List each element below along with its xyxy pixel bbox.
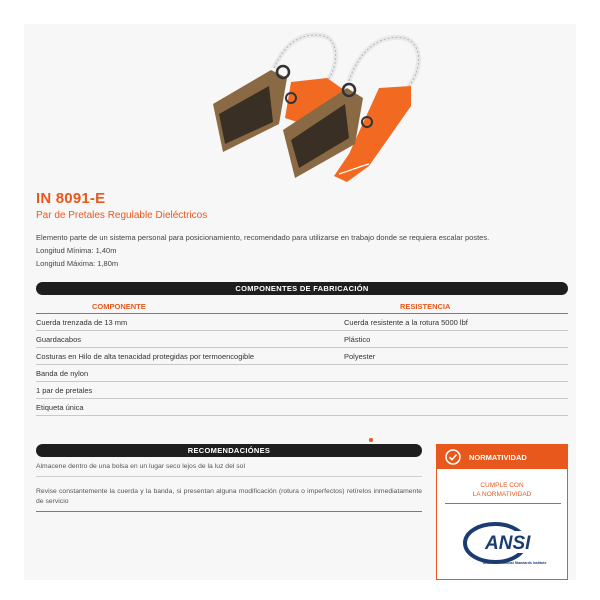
table-cell: Costuras en Hilo de alta tenacidad protegidas por termoencogible: [36, 352, 255, 361]
recommendations-section-title: RECOMENDACIÓNES: [36, 444, 422, 457]
header-componente: COMPONENTE: [92, 302, 146, 311]
product-description: Elemento parte de un sistema personal para posicionamiento, recomendado para utilizarse en trabajo donde se requiera escalar postes.: [36, 233, 490, 242]
product-name: Par de Pretales Regulable Dieléctricos: [36, 210, 208, 221]
table-cell: Cuerda resistente a la rotura 5000 lbf: [344, 318, 468, 327]
table-cell: Etiqueta única: [36, 403, 84, 412]
normatividad-header: [437, 445, 567, 469]
table-cell: 1 par de pretales: [36, 386, 93, 395]
table-cell: Guardacabos: [36, 335, 82, 344]
spec-min-length: Longitud Mínima: 1,40m: [36, 246, 117, 255]
recommendation-divider: [36, 476, 422, 477]
normatividad-subtitle-line1: CUMPLE CON: [480, 482, 524, 489]
ansi-caption: American National Standards Institute: [483, 561, 547, 565]
table-row: [36, 399, 568, 416]
table-cell: Polyester: [344, 352, 376, 361]
table-row: [36, 331, 568, 348]
header-resistencia: RESISTENCIA: [400, 302, 451, 311]
recommendation-divider: [36, 511, 422, 512]
components-section-title: COMPONENTES DE FABRICACIÓN: [36, 282, 568, 295]
table-row: [36, 382, 568, 399]
table-row: [36, 348, 568, 365]
spec-max-length: Longitud Máxima: 1,80m: [36, 259, 119, 268]
decorative-dot: [369, 438, 373, 442]
recommendation-item: Revise constantemente la cuerda y la banda, si presentan alguna modificación (rotura o imperfectos) retírelos inmediatamente de servicio: [36, 488, 422, 505]
normatividad-subtitle-line2: LA NORMATIVIDAD: [472, 491, 532, 498]
table-cell: Banda de nylon: [36, 369, 89, 378]
table-cell: Plástico: [344, 335, 371, 344]
checkmark-circle-icon: [445, 449, 461, 465]
ansi-logo-text: ANSI: [485, 533, 531, 554]
normatividad-divider: [445, 503, 561, 504]
table-row: [36, 365, 568, 382]
table-row: [36, 314, 568, 331]
table-cell: Cuerda trenzada de 13 mm: [36, 318, 128, 327]
recommendation-item: Almacene dentro de una bolsa en un lugar seco lejos de la luz del sol: [36, 463, 245, 470]
lanyard-pair-image: [199, 26, 439, 206]
normatividad-subtitle: [437, 481, 567, 499]
product-sheet: [24, 24, 576, 580]
product-code: IN 8091-E: [36, 190, 106, 207]
normatividad-title: NORMATIVIDAD: [469, 453, 527, 462]
normatividad-card: [436, 444, 568, 580]
